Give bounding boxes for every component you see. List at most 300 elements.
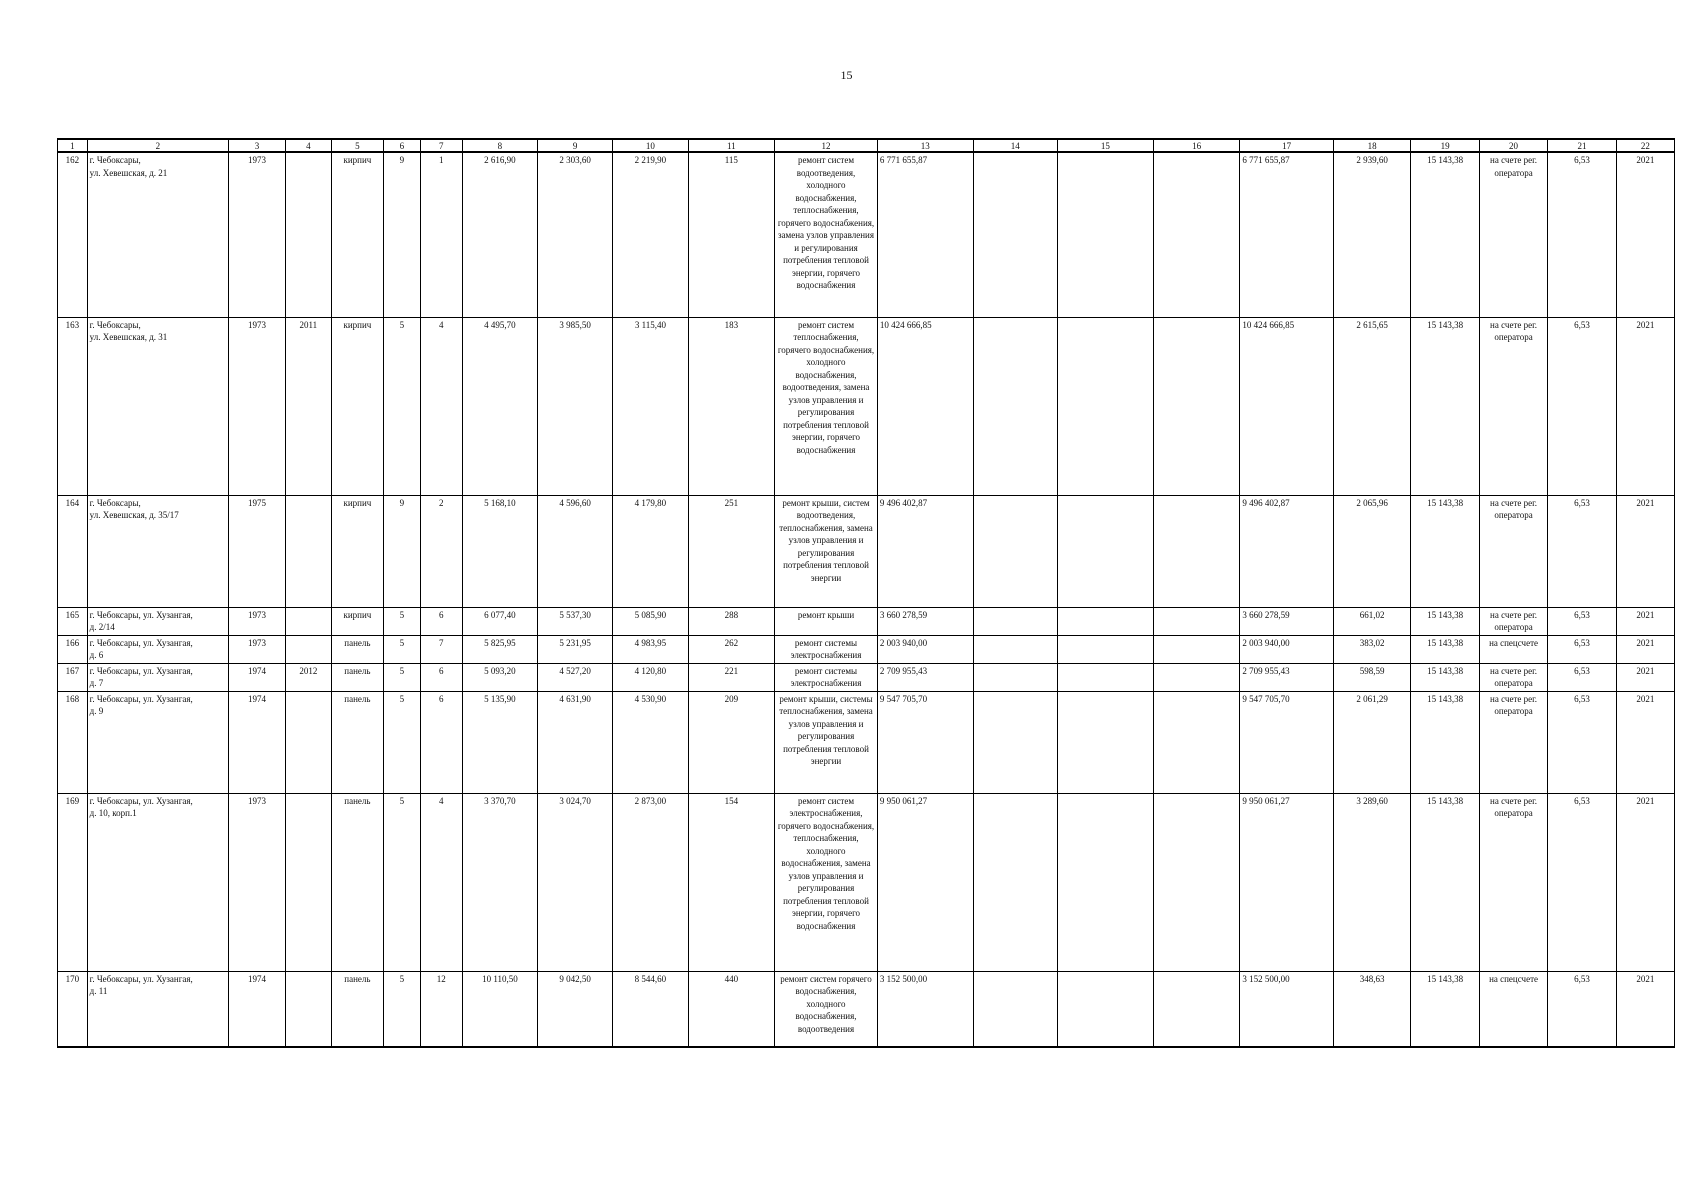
unit-cost-cell-text: 2 065,96 (1356, 497, 1388, 508)
total-area-cell-text: 3 370,70 (484, 795, 516, 806)
fund-method-cell-text: на счете рег. оператора (1490, 693, 1538, 716)
works-description-cell-text: ремонт системы электроснабжения (790, 665, 862, 688)
entrances-cell (420, 691, 462, 793)
premises-area-cell (538, 793, 613, 971)
unit-cost-cell (1333, 691, 1411, 793)
funding-cell (973, 317, 1057, 495)
year-built-cell-text: 1973 (248, 609, 267, 620)
rate-cell (1548, 152, 1616, 317)
planned-year-cell-text: 2021 (1636, 665, 1655, 676)
wall-material-cell (331, 152, 383, 317)
residents-cell (688, 152, 775, 317)
entrances-cell (420, 793, 462, 971)
planned-year-cell-text: 2021 (1636, 637, 1655, 648)
unit-cost-cell (1333, 793, 1411, 971)
works-description-cell (775, 152, 878, 317)
floors-cell (384, 152, 420, 317)
fund-method-cell (1479, 317, 1547, 495)
wall-material-cell-text: панель (344, 795, 371, 806)
wall-material-cell-text: кирпич (343, 155, 372, 165)
residents-cell (688, 971, 775, 1047)
total-cost-cell-text: 10 424 666,85 (879, 319, 932, 330)
premises-area-cell (538, 317, 613, 495)
row-number (58, 152, 88, 317)
entrances-cell-text: 1 (438, 155, 444, 165)
table-row (58, 971, 1675, 1047)
unit-cost-cell (1333, 495, 1411, 607)
residential-area-cell-text: 5 085,90 (634, 609, 667, 620)
year-built-cell (229, 317, 286, 495)
address-cell-text: г. Чебоксары, ул. Хузангая, д. 9 (89, 693, 193, 716)
works-description-cell-text: ремонт систем горячего водоснабжения, холодного водоснабжения, водоотведения (780, 973, 872, 1034)
reconstruction-year-cell (286, 691, 332, 793)
floors-cell (384, 607, 420, 635)
column-header: 9 (538, 139, 613, 152)
entrances-cell (420, 971, 462, 1047)
residential-area-cell-text: 3 115,40 (634, 319, 666, 330)
residential-area-cell-text: 2 873,00 (634, 795, 667, 806)
wall-material-cell-text: кирпич (343, 497, 372, 508)
planned-year-cell-text: 2021 (1636, 795, 1655, 806)
column-header: 21 (1548, 139, 1616, 152)
owners-funds-cell-text: 2 709 955,43 (1242, 665, 1290, 676)
unit-cost-cell-text: 383,02 (1359, 637, 1385, 648)
total-area-cell (462, 495, 537, 607)
residents-cell (688, 317, 775, 495)
floors-cell-text: 9 (399, 155, 405, 165)
wall-material-cell (331, 793, 383, 971)
row-number-text: 165 (65, 609, 80, 620)
owners-funds-cell (1240, 793, 1334, 971)
fund-method-cell-text: на счете рег. оператора (1490, 609, 1538, 632)
wall-material-cell-text: кирпич (343, 609, 372, 620)
rate-cell-text: 6,53 (1574, 155, 1590, 165)
floors-cell-text: 5 (399, 609, 405, 620)
limit-cost-cell (1411, 152, 1479, 317)
column-header: 22 (1616, 139, 1674, 152)
funding-cell (1153, 663, 1240, 691)
owners-funds-cell-text: 3 660 278,59 (1242, 609, 1290, 620)
planned-year-cell (1616, 971, 1674, 1047)
works-description-cell (775, 971, 878, 1047)
works-description-cell (775, 663, 878, 691)
owners-funds-cell (1240, 663, 1334, 691)
column-header: 15 (1057, 139, 1153, 152)
residential-area-cell (613, 152, 688, 317)
year-built-cell-text: 1975 (248, 497, 267, 508)
total-cost-cell-text: 9 547 705,70 (879, 693, 928, 704)
owners-funds-cell-text: 9 547 705,70 (1242, 693, 1290, 704)
year-built-cell-text: 1973 (248, 155, 267, 165)
rate-cell-text: 6,53 (1574, 973, 1590, 984)
residential-area-cell-text: 2 219,90 (634, 155, 667, 165)
year-built-cell (229, 691, 286, 793)
year-built-cell-text: 1974 (248, 665, 267, 676)
reconstruction-year-cell (286, 793, 332, 971)
reconstruction-year-cell (286, 317, 332, 495)
unit-cost-cell (1333, 317, 1411, 495)
funding-cell (973, 607, 1057, 635)
total-area-cell-text: 5 135,90 (484, 693, 516, 704)
address-cell (87, 495, 228, 607)
wall-material-cell-text: панель (344, 973, 371, 984)
works-description-cell-text: ремонт систем водоотведения, холодного водоснабжения, теплоснабжения, горячего водоснабжения, замена узлов управления и регулирования потребления тепловой энергии, горячего водоснабжения (777, 155, 875, 290)
limit-cost-cell-text: 15 143,38 (1427, 665, 1464, 676)
premises-area-cell (538, 971, 613, 1047)
residents-cell (688, 793, 775, 971)
planned-year-cell-text: 2021 (1636, 609, 1655, 620)
premises-area-cell-text: 3 985,50 (559, 319, 591, 330)
address-cell-text: г. Чебоксары, ул. Хузангая, д. 6 (89, 637, 193, 660)
works-description-cell-text: ремонт систем теплоснабжения, горячего водоснабжения, холодного водоснабжения, водоотведения, замена узлов управления и регулирования потребления тепловой энергии, горячего водоснабжения (777, 319, 875, 455)
total-area-cell-text: 2 616,90 (484, 155, 516, 165)
limit-cost-cell-text: 15 143,38 (1427, 693, 1464, 704)
residential-area-cell (613, 635, 688, 663)
funding-cell (1057, 495, 1153, 607)
rate-cell-text: 6,53 (1574, 693, 1590, 704)
total-cost-cell (877, 495, 973, 607)
owners-funds-cell (1240, 495, 1334, 607)
funding-cell (1153, 495, 1240, 607)
limit-cost-cell (1411, 495, 1479, 607)
reconstruction-year-cell (286, 152, 332, 317)
residents-cell-text: 288 (724, 609, 739, 620)
funding-cell (1153, 607, 1240, 635)
floors-cell (384, 317, 420, 495)
limit-cost-cell (1411, 635, 1479, 663)
funding-cell (1153, 635, 1240, 663)
limit-cost-cell (1411, 971, 1479, 1047)
works-description-cell (775, 635, 878, 663)
owners-funds-cell (1240, 635, 1334, 663)
reconstruction-year-cell-text: 2011 (299, 319, 318, 330)
address-cell-text: г. Чебоксары, ул. Хевешская, д. 21 (89, 155, 168, 178)
limit-cost-cell-text: 15 143,38 (1427, 319, 1464, 330)
column-header: 12 (775, 139, 878, 152)
entrances-cell-text: 6 (438, 665, 444, 676)
address-cell-text: г. Чебоксары, ул. Хузангая, д. 2/14 (89, 609, 193, 632)
residents-cell-text: 251 (724, 497, 739, 508)
residential-area-cell (613, 607, 688, 635)
table-row (58, 495, 1675, 607)
total-cost-cell-text: 3 660 278,59 (879, 609, 928, 620)
residents-cell (688, 691, 775, 793)
entrances-cell-text: 12 (436, 973, 446, 984)
fund-method-cell (1479, 793, 1547, 971)
works-description-cell (775, 793, 878, 971)
table-row (58, 635, 1675, 663)
residential-area-cell (613, 317, 688, 495)
unit-cost-cell-text: 661,02 (1359, 609, 1385, 620)
residents-cell (688, 635, 775, 663)
funding-cell (973, 971, 1057, 1047)
funding-cell (1153, 152, 1240, 317)
premises-area-cell-text: 3 024,70 (559, 795, 591, 806)
premises-area-cell-text: 5 537,30 (559, 609, 591, 620)
residents-cell-text: 209 (724, 693, 739, 704)
address-cell-text: г. Чебоксары, ул. Хузангая, д. 11 (89, 973, 193, 996)
funding-cell (1057, 793, 1153, 971)
wall-material-cell (331, 663, 383, 691)
total-area-cell-text: 10 110,50 (482, 973, 518, 984)
entrances-cell-text: 4 (438, 319, 444, 330)
works-description-cell (775, 495, 878, 607)
table-row (58, 663, 1675, 691)
reconstruction-year-cell (286, 607, 332, 635)
entrances-cell (420, 635, 462, 663)
residents-cell (688, 663, 775, 691)
planned-year-cell (1616, 691, 1674, 793)
premises-area-cell (538, 663, 613, 691)
planned-year-cell-text: 2021 (1636, 155, 1655, 165)
year-built-cell (229, 793, 286, 971)
column-header: 5 (331, 139, 383, 152)
rate-cell (1548, 317, 1616, 495)
owners-funds-cell-text: 3 152 500,00 (1242, 973, 1290, 984)
fund-method-cell (1479, 971, 1547, 1047)
entrances-cell-text: 7 (438, 637, 444, 648)
residents-cell (688, 495, 775, 607)
owners-funds-cell-text: 2 003 940,00 (1242, 637, 1290, 648)
total-area-cell (462, 152, 537, 317)
owners-funds-cell (1240, 971, 1334, 1047)
premises-area-cell (538, 635, 613, 663)
floors-cell (384, 635, 420, 663)
funding-cell (1057, 663, 1153, 691)
owners-funds-cell (1240, 691, 1334, 793)
limit-cost-cell-text: 15 143,38 (1427, 795, 1464, 806)
fund-method-cell (1479, 152, 1547, 317)
total-area-cell (462, 317, 537, 495)
works-description-cell (775, 317, 878, 495)
planned-year-cell (1616, 793, 1674, 971)
entrances-cell (420, 152, 462, 317)
column-header: 18 (1333, 139, 1411, 152)
limit-cost-cell (1411, 317, 1479, 495)
column-header: 10 (613, 139, 688, 152)
funding-cell (973, 691, 1057, 793)
entrances-cell-text: 4 (438, 795, 444, 806)
rate-cell-text: 6,53 (1574, 795, 1590, 806)
floors-cell-text: 5 (399, 665, 405, 676)
limit-cost-cell (1411, 691, 1479, 793)
row-number (58, 495, 88, 607)
reconstruction-year-cell (286, 495, 332, 607)
column-header: 17 (1240, 139, 1334, 152)
fund-method-cell (1479, 663, 1547, 691)
column-header: 7 (420, 139, 462, 152)
planned-year-cell-text: 2021 (1636, 319, 1655, 330)
funding-cell (1057, 607, 1153, 635)
rate-cell-text: 6,53 (1574, 637, 1590, 648)
rate-cell (1548, 607, 1616, 635)
total-cost-cell (877, 607, 973, 635)
year-built-cell-text: 1974 (248, 973, 267, 984)
premises-area-cell-text: 4 527,20 (559, 665, 591, 676)
wall-material-cell-text: панель (344, 665, 371, 676)
wall-material-cell-text: кирпич (343, 319, 372, 330)
residential-area-cell-text: 4 983,95 (634, 637, 667, 648)
fund-method-cell-text: на счете рег. оператора (1490, 665, 1538, 688)
floors-cell-text: 5 (399, 973, 405, 984)
table-row (58, 317, 1675, 495)
residential-area-cell (613, 793, 688, 971)
total-cost-cell (877, 635, 973, 663)
rate-cell (1548, 793, 1616, 971)
total-area-cell-text: 5 168,10 (484, 497, 516, 508)
year-built-cell-text: 1974 (248, 693, 267, 704)
row-number (58, 663, 88, 691)
unit-cost-cell (1333, 607, 1411, 635)
works-description-cell-text: ремонт системы электроснабжения (790, 637, 862, 660)
planned-year-cell (1616, 607, 1674, 635)
row-number-text: 170 (65, 973, 80, 984)
unit-cost-cell (1333, 635, 1411, 663)
reconstruction-year-cell (286, 971, 332, 1047)
column-number-header-row (58, 139, 1675, 152)
residents-cell-text: 262 (724, 637, 739, 648)
residents-cell-text: 183 (724, 319, 739, 330)
fund-method-cell-text: на счете рег. оператора (1490, 155, 1538, 178)
fund-method-cell-text: на счете рег. оператора (1490, 795, 1538, 818)
page-number: 15 (840, 68, 853, 82)
wall-material-cell (331, 607, 383, 635)
address-cell (87, 607, 228, 635)
floors-cell (384, 663, 420, 691)
total-area-cell-text: 4 495,70 (484, 319, 516, 330)
column-header: 3 (229, 139, 286, 152)
total-area-cell (462, 663, 537, 691)
column-header: 2 (87, 139, 228, 152)
rate-cell-text: 6,53 (1574, 497, 1590, 508)
total-area-cell (462, 635, 537, 663)
row-number (58, 691, 88, 793)
row-number-text: 166 (65, 637, 80, 648)
total-area-cell (462, 691, 537, 793)
row-number-text: 167 (65, 665, 80, 676)
total-cost-cell (877, 971, 973, 1047)
premises-area-cell-text: 2 303,60 (559, 155, 591, 165)
entrances-cell-text: 2 (438, 497, 444, 508)
rate-cell (1548, 635, 1616, 663)
total-cost-cell-text: 9 496 402,87 (879, 497, 928, 508)
column-header: 16 (1153, 139, 1240, 152)
address-cell-text: г. Чебоксары, ул. Хузангая, д. 10, корп.1 (89, 795, 193, 818)
limit-cost-cell-text: 15 143,38 (1427, 497, 1464, 508)
total-area-cell-text: 6 077,40 (484, 609, 516, 620)
planned-year-cell (1616, 152, 1674, 317)
entrances-cell (420, 317, 462, 495)
total-cost-cell (877, 152, 973, 317)
rate-cell-text: 6,53 (1574, 665, 1590, 676)
column-header: 8 (462, 139, 537, 152)
total-area-cell (462, 793, 537, 971)
row-number (58, 793, 88, 971)
year-built-cell (229, 495, 286, 607)
residential-area-cell-text: 4 530,90 (634, 693, 667, 704)
limit-cost-cell (1411, 607, 1479, 635)
limit-cost-cell (1411, 793, 1479, 971)
unit-cost-cell-text: 598,59 (1359, 665, 1385, 676)
wall-material-cell-text: панель (344, 693, 371, 704)
floors-cell-text: 5 (399, 693, 405, 704)
owners-funds-cell-text: 10 424 666,85 (1242, 319, 1295, 330)
planned-year-cell-text: 2021 (1636, 693, 1655, 704)
wall-material-cell (331, 691, 383, 793)
entrances-cell-text: 6 (438, 693, 444, 704)
residential-area-cell-text: 4 179,80 (634, 497, 667, 508)
limit-cost-cell-text: 15 143,38 (1427, 155, 1464, 165)
column-header: 1 (58, 139, 88, 152)
year-built-cell-text: 1973 (248, 637, 267, 648)
total-cost-cell (877, 691, 973, 793)
limit-cost-cell-text: 15 143,38 (1427, 637, 1464, 648)
residents-cell-text: 440 (724, 973, 739, 984)
floors-cell (384, 793, 420, 971)
premises-area-cell (538, 607, 613, 635)
unit-cost-cell-text: 2 939,60 (1356, 155, 1388, 165)
row-number (58, 971, 88, 1047)
works-description-cell (775, 607, 878, 635)
total-cost-cell (877, 317, 973, 495)
residents-cell-text: 221 (724, 665, 739, 676)
funding-cell (1153, 971, 1240, 1047)
entrances-cell-text: 6 (438, 609, 444, 620)
row-number-text: 164 (65, 497, 80, 508)
owners-funds-cell-text: 9 496 402,87 (1242, 497, 1290, 508)
fund-method-cell (1479, 495, 1547, 607)
owners-funds-cell (1240, 152, 1334, 317)
funding-cell (1057, 691, 1153, 793)
limit-cost-cell-text: 15 143,38 (1427, 973, 1464, 984)
total-cost-cell-text: 2 709 955,43 (879, 665, 928, 676)
total-cost-cell (877, 663, 973, 691)
wall-material-cell (331, 635, 383, 663)
planned-year-cell-text: 2021 (1636, 497, 1655, 508)
fund-method-cell-text: на счете рег. оператора (1490, 319, 1538, 342)
year-built-cell (229, 152, 286, 317)
year-built-cell-text: 1973 (248, 319, 267, 330)
residential-area-cell (613, 663, 688, 691)
wall-material-cell (331, 971, 383, 1047)
total-cost-cell-text: 6 771 655,87 (879, 155, 928, 165)
rate-cell (1548, 495, 1616, 607)
column-header: 14 (973, 139, 1057, 152)
unit-cost-cell-text: 2 615,65 (1356, 319, 1388, 330)
limit-cost-cell-text: 15 143,38 (1427, 609, 1464, 620)
residents-cell-text: 115 (724, 155, 738, 165)
total-cost-cell-text: 9 950 061,27 (879, 795, 928, 806)
floors-cell-text: 5 (399, 637, 405, 648)
owners-funds-cell (1240, 317, 1334, 495)
total-cost-cell-text: 2 003 940,00 (879, 637, 928, 648)
planned-year-cell (1616, 635, 1674, 663)
reconstruction-year-cell (286, 663, 332, 691)
premises-area-cell-text: 9 042,50 (559, 973, 591, 984)
residents-cell-text: 154 (724, 795, 739, 806)
premises-area-cell-text: 4 596,60 (559, 497, 591, 508)
floors-cell-text: 5 (399, 795, 405, 806)
rate-cell (1548, 971, 1616, 1047)
address-cell (87, 317, 228, 495)
row-number (58, 635, 88, 663)
column-header: 4 (286, 139, 332, 152)
rate-cell-text: 6,53 (1574, 319, 1590, 330)
unit-cost-cell-text: 2 061,29 (1356, 693, 1388, 704)
address-cell-text: г. Чебоксары, ул. Хузангая, д. 7 (89, 665, 193, 688)
total-cost-cell (877, 793, 973, 971)
address-cell (87, 152, 228, 317)
